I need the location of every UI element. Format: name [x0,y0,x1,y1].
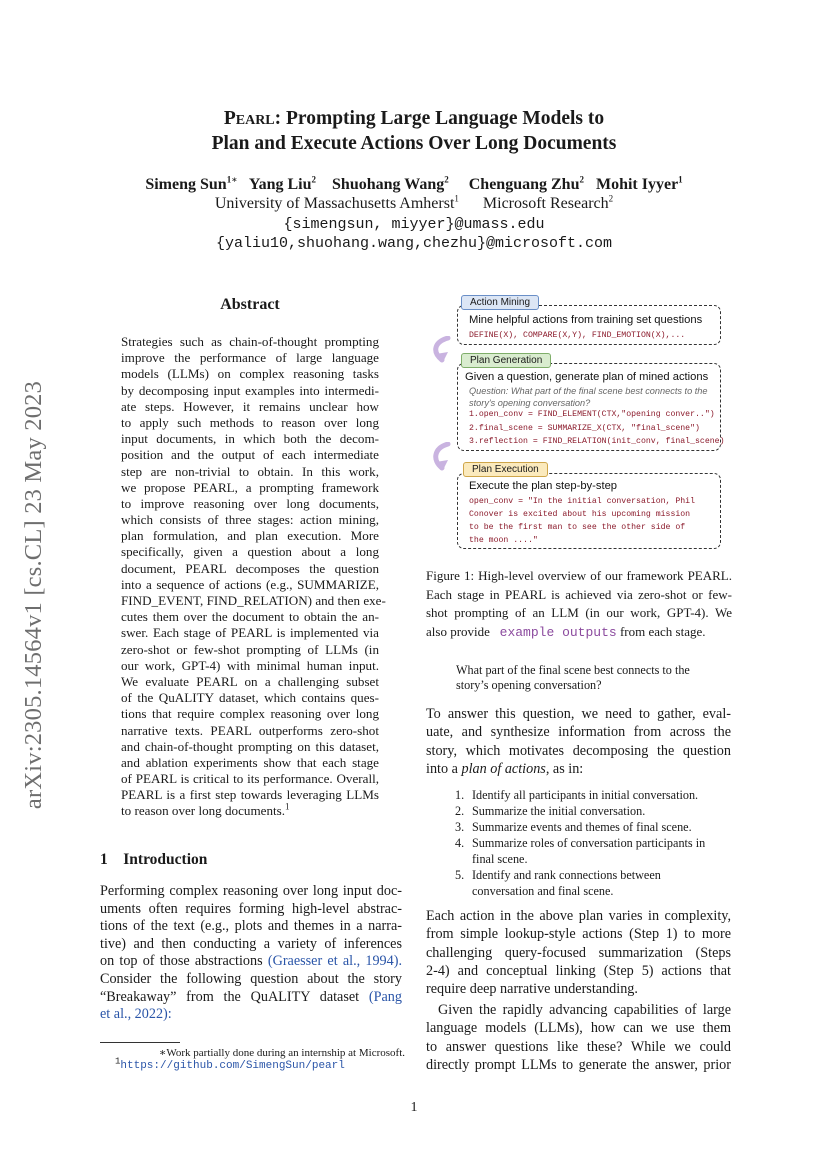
stage-question [469,386,708,409]
stage-title: Mine helpful actions from training set questions [469,314,703,326]
intro-line: Consider the following question about the story [100,970,402,987]
abstract-line: position and the output of each intermediate [121,447,379,463]
affiliation: University of Massachusetts Amherst [214,195,455,212]
title-line1: : Prompting Large Language Models to [274,108,605,129]
flow-arrow-icon [428,442,456,472]
stage-tag-action-mining: Action Mining [461,295,539,310]
abstract-line: models (LLMs) on complex reasoning tasks [121,366,379,382]
body-line: Given the rapidly advancing capabilities of large [438,1002,731,1018]
author: Mohit Iyyer [595,176,679,193]
abstract-line: document, PEARL decomposes the question [121,560,379,576]
plan-step: 1.open_conv = FIND_ELEMENT(CTX,"opening conver..") [469,410,715,419]
list-text: Summarize roles of conversation participants in final scene. [472,836,706,866]
intro-text: “Breakaway” from the QuALITY dataset [100,988,360,1005]
body-line: require deep narrative understanding. [426,981,638,998]
citation-link[interactable]: (Graesser et al., 1994). [267,953,403,970]
intro-body [100,883,402,1024]
caption-text: from each stage. [619,623,706,639]
body-line: uate, and synthesize information from across the [426,724,731,741]
email-line: {simengsun, miyyer}@umass.edu [283,216,545,233]
stage-title: Given a question, generate plan of mined actions [465,371,709,383]
author: Shuohang Wang [332,176,445,193]
abstract-line: into a sequence of actions (e.g., SUMMARIZE, [121,576,379,592]
abstract-line: plan formulation, and plan execution. More [121,528,379,544]
author-list [0,176,828,194]
footnote-mark: 1 [115,1056,121,1067]
intro-line [100,1006,402,1024]
example-outputs-link[interactable]: example outputs [499,624,617,640]
author: Simeng Sun [145,176,227,193]
question-line: story's opening conversation? [469,397,591,408]
list-item [455,835,725,867]
abstract-line: zero-shot or few-shot prompting of LLMs (in [121,641,379,657]
body-line: Each action in the above plan varies in complexity, [426,908,731,924]
list-item [455,803,725,819]
caption-line: shot prompting of an LLM (in our work, GPT-4). We [426,605,732,620]
body-emphasis: plan of actions [461,760,546,777]
list-num: 4. [455,836,465,850]
email-line: {yaliu10,shuohang.wang,chezhu}@microsoft.com [215,235,613,252]
citation-link[interactable]: et al., 2022): [100,1006,172,1023]
abstract-line: narrative texts. PEARL outperforms zero-shot [121,722,379,738]
abstract-line: Strategies such as chain-of-thought prompting [121,334,379,349]
body-line: To answer this question, we need to gather, eval- [426,706,731,722]
abstract-line: tions that require complex reasoning over long [121,706,379,722]
list-num: 2. [455,804,465,818]
page-number: 1 [410,1100,418,1115]
execution-output: to be the first man to see the other side of [469,523,686,532]
list-text: Summarize events and themes of final scene. [472,820,692,834]
plan-step: 3.reflection = FIND_RELATION(init_conv, final_scene) [469,437,725,446]
abstract-line: ate steps. However, it remains unclear how [121,398,379,414]
section-number: 1 [100,851,108,868]
author-sup: 2 [444,174,449,185]
quote-line: story’s opening conversation? [456,678,602,692]
abstract-line: swer. Each stage of PEARL is implemented via [121,625,379,641]
list-item [455,787,725,803]
affil-sup: 1 [454,193,459,204]
section-heading [100,851,207,869]
list-num: 3. [455,820,465,834]
list-text: Identify and rank connections between conversation and final scene. [472,868,661,898]
affiliations [0,195,828,213]
abstract-line: specifically, given a question about a long [121,544,379,560]
abstract-line: of PEARL is critical to its performance. Overall, [121,771,379,787]
plan-step: 2.final_scene = SUMMARIZE_X(CTX, "final_scene") [469,424,700,433]
body-line [426,760,731,778]
list-item [455,819,725,835]
arxiv-identifier [14,340,54,850]
figure-caption [426,567,732,641]
execution-output: Conover is excited about his upcoming mission [469,510,691,519]
question-line: Question: What part of the final scene best connects to the [469,386,708,396]
intro-text: on top of those abstractions [100,953,263,970]
paragraph [426,705,731,778]
list-num: 5. [455,868,465,882]
body-line: from simple lookup-style actions (Step 1) to more [426,926,731,943]
caption-line [426,623,732,642]
body-line: directly prompt LLMs to generate the answer, prior [426,1056,731,1073]
abstract-line: which consists of three stages: action mining, [121,512,379,528]
abstract-line: improve the performance of large language [121,350,379,366]
abstract-line: PEARL is a first step towards leveraging LLMs [121,787,379,803]
footnote-url-text[interactable]: https://github.com/SimengSun/pearl [120,1060,345,1072]
body-text: into a [426,760,458,777]
intro-line [100,989,402,1007]
abstract-line: input documents, in which both the decom- [121,431,379,447]
list-num: 1. [455,788,465,802]
abstract-heading: Abstract [220,296,280,313]
body-line: to answer questions like these? While we could [426,1038,731,1055]
paragraph [426,907,731,998]
intro-line: Performing complex reasoning over long input doc- [100,883,402,899]
caption-line: Each stage in PEARL is achieved via zero-shot or few- [426,586,732,602]
abstract-line: of the QuALITY dataset, which contains ques- [121,690,379,706]
abstract-line [121,803,379,819]
list-text: Identify all participants in initial conversation. [472,788,699,802]
footnote-url[interactable] [115,1056,345,1072]
execution-output: open_conv = "In the initial conversation, Phil [469,497,696,506]
stage-tag-plan-generation: Plan Generation [461,353,551,368]
execution-output: the moon ...." [469,536,538,545]
body-line: language models (LLMs), how can we use them [426,1020,731,1037]
author: Chenguang Zhu [468,176,580,193]
body-text: , as in: [545,760,584,777]
figure-1 [428,292,738,554]
citation-link[interactable]: (Pang [368,988,402,1005]
footnote-star: ∗Work partially done during an internship at Microsoft. [158,1047,405,1059]
list-item [455,867,725,899]
abstract-last-text: to reason over long documents. [121,803,285,819]
example-question [456,663,726,693]
plan-list [455,787,725,899]
paper-title [0,106,828,156]
caption-line: Figure 1: High-level overview of our framework PEARL. [426,568,732,583]
stage-tag-plan-execution: Plan Execution [463,462,548,477]
abstract-body [121,334,386,820]
body-line: challenging query-focused summarization (Steps [426,944,731,961]
abstract-line: We evaluate PEARL on a challenging subset [121,673,379,689]
quote-line: What part of the final scene best connects to the [456,663,690,677]
abstract-line: and chain-of-thought prompting on this dataset, [121,738,379,754]
affil-sup: 2 [608,193,614,204]
author: Yang Liu [248,176,312,193]
abstract-line: and ablation experiments show that each stage [121,754,379,770]
author-sup: 2 [579,174,584,185]
flow-arrow-icon [428,336,456,364]
abstract-line: we propose PEARL, a prompting framework [121,479,379,495]
arxiv-id-text: arXiv:2305.14564v1 [cs.CL] 23 May 2023 [20,380,47,810]
body-line: story, which motivates decomposing the question [426,742,731,759]
affiliation: Microsoft Research [482,195,609,212]
footnote-rule [100,1042,180,1043]
intro-line: tive) and then conducting a variety of inferences [100,935,402,952]
abstract-line: step are non-trivial to obtain. In this work, [121,463,379,479]
intro-line [100,953,402,971]
author-sup: 2 [311,174,317,185]
abstract-line: our work, GPT-4) with minimal human input. [121,657,379,673]
stage-title: Execute the plan step-by-step [469,480,618,492]
abstract-line: to apply such methods to reason over long [121,414,379,430]
title-line2: Plan and Execute Actions Over Long Documents [211,133,617,154]
section-title: Introduction [123,851,208,868]
title-system-name: Pearl [223,108,275,129]
author-sup: 1 [678,174,683,185]
abstract-line: by decomposing input examples into intermedi- [121,382,379,398]
author-sup: 1∗ [226,174,238,185]
intro-line: tions of the text (e.g., plots and themes in a narra- [100,918,402,935]
list-text: Summarize the initial conversation. [472,804,646,818]
abstract-line: FIND_EVENT, FIND_RELATION) and then exe- [121,593,386,608]
footnote-mark: 1 [285,802,290,813]
caption-text: also provide [426,623,490,639]
intro-line: uments often requires forming high-level abstrac- [100,900,402,917]
abstract-line: cutes them over the document to obtain the an- [121,609,379,625]
stage-code: DEFINE(X), COMPARE(X,Y), FIND_EMOTION(X),... [469,331,686,340]
body-line: 2-4) and conceptual linking (Step 5) actions that [426,962,731,979]
paragraph [426,1001,731,1074]
abstract-line: to improve reasoning over long documents, [121,495,379,511]
